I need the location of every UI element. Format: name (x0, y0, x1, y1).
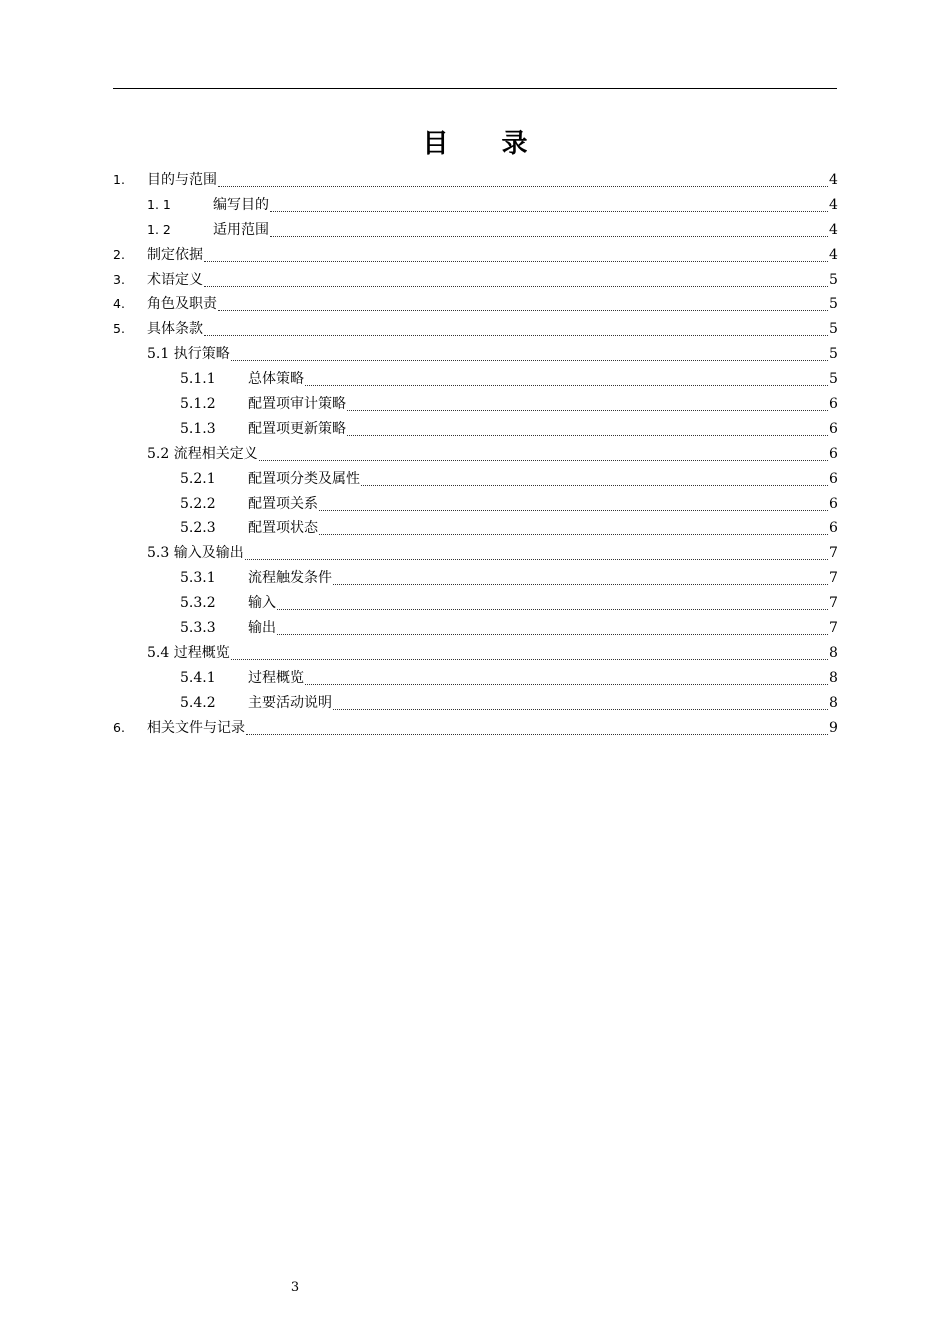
toc-entry-number: 4. (113, 296, 125, 312)
toc-entry-page: 6 (829, 495, 838, 512)
toc-entry-title: 配置项审计策略 (248, 396, 346, 413)
toc-entry-page: 6 (829, 396, 838, 413)
toc-entry-number: 3. (113, 271, 125, 287)
toc-entry-page: 5 (829, 321, 838, 338)
toc-entry-page: 6 (829, 420, 838, 437)
toc-entry-page: 4 (829, 196, 838, 213)
toc-entry-number: 5.2.3 (180, 520, 216, 537)
toc-dot-leader (204, 321, 828, 336)
toc-entry-title: 输出 (248, 620, 276, 637)
toc-entry[interactable] (113, 342, 837, 367)
toc-entry[interactable] (113, 218, 837, 243)
table-of-contents (113, 168, 837, 740)
toc-entry-number: 5.1.2 (180, 396, 216, 413)
toc-entry[interactable] (113, 591, 837, 616)
toc-dot-leader (305, 670, 828, 685)
toc-entry-title: 具体条款 (147, 321, 203, 338)
toc-entry-title: 目的与范围 (147, 172, 217, 188)
toc-entry-page: 6 (829, 520, 838, 537)
toc-dot-leader (277, 620, 828, 635)
toc-entry-number: 2. (113, 246, 125, 262)
toc-entry-page: 5 (829, 271, 838, 288)
toc-entry-page: 4 (829, 172, 838, 188)
toc-dot-leader (270, 222, 828, 237)
toc-dot-leader (277, 595, 828, 610)
toc-entry-number: 1. 2 (147, 221, 171, 237)
toc-entry-title: 总体策略 (248, 371, 304, 388)
toc-entry-number: 5.3.2 (180, 595, 216, 612)
toc-entry-page: 4 (829, 246, 838, 263)
header-rule (113, 88, 837, 89)
toc-entry-title: 适用范围 (213, 221, 269, 238)
toc-entry-page: 7 (829, 545, 838, 562)
toc-entry[interactable] (113, 442, 837, 467)
toc-entry-title: 配置项分类及属性 (248, 470, 360, 487)
toc-entry[interactable] (113, 716, 837, 741)
toc-entry-title: 角色及职责 (147, 296, 217, 313)
toc-entry-number: 1. 1 (147, 196, 171, 212)
toc-entry[interactable] (113, 392, 837, 417)
toc-entry[interactable] (113, 367, 837, 392)
toc-entry[interactable] (113, 616, 837, 641)
toc-dot-leader (259, 446, 828, 461)
toc-entry-title: 流程触发条件 (248, 570, 332, 587)
toc-entry[interactable] (113, 541, 837, 566)
toc-entry-page: 8 (829, 694, 838, 711)
toc-entry-title: 相关文件与记录 (147, 719, 245, 736)
toc-entry-number: 5.3.3 (180, 620, 216, 637)
toc-entry-number: 1. (113, 172, 125, 187)
toc-entry-page: 7 (829, 570, 838, 587)
toc-entry-page: 8 (829, 644, 838, 661)
toc-entry-number: 5.2.1 (180, 470, 216, 487)
toc-dot-leader (231, 645, 828, 660)
toc-dot-leader (204, 247, 828, 262)
toc-dot-leader (204, 272, 828, 287)
toc-entry[interactable] (113, 168, 837, 193)
toc-dot-leader (319, 496, 828, 511)
toc-entry-number: 5.2.2 (180, 495, 216, 512)
toc-dot-leader (305, 371, 828, 386)
toc-entry-title: 过程概览 (248, 669, 304, 686)
toc-entry-title: 术语定义 (147, 271, 203, 288)
toc-dot-leader (333, 570, 828, 585)
toc-entry[interactable] (113, 516, 837, 541)
toc-entry-number: 5.4.2 (180, 694, 216, 711)
page-number: 3 (290, 1280, 300, 1295)
toc-entry-page: 5 (829, 346, 838, 363)
toc-entry-title: 5.2 流程相关定义 (147, 445, 258, 462)
toc-entry-page: 8 (829, 669, 838, 686)
toc-title: 目 录 (422, 129, 550, 159)
toc-entry-number: 5. (113, 321, 125, 337)
toc-entry-title: 配置项状态 (248, 520, 318, 537)
toc-dot-leader (218, 172, 828, 187)
toc-entry-title: 编写目的 (213, 196, 269, 213)
toc-entry[interactable] (113, 691, 837, 716)
toc-dot-leader (361, 471, 828, 486)
toc-entry-number: 5.1.1 (180, 371, 216, 388)
toc-entry-title: 配置项更新策略 (248, 420, 346, 437)
toc-entry-title: 制定依据 (147, 246, 203, 263)
toc-dot-leader (245, 545, 828, 560)
toc-entry[interactable] (113, 292, 837, 317)
toc-entry-page: 6 (829, 470, 838, 487)
toc-entry-number: 5.1.3 (180, 420, 216, 437)
toc-entry-title: 5.1 执行策略 (147, 346, 230, 363)
toc-entry-title: 输入 (248, 595, 276, 612)
toc-dot-leader (347, 396, 828, 411)
toc-entry-page: 5 (829, 371, 838, 388)
toc-entry[interactable] (113, 417, 837, 442)
toc-entry[interactable] (113, 243, 837, 268)
toc-entry[interactable] (113, 317, 837, 342)
toc-entry-page: 5 (829, 296, 838, 313)
toc-dot-leader (319, 520, 828, 535)
toc-dot-leader (333, 695, 828, 710)
toc-entry[interactable] (113, 467, 837, 492)
toc-dot-leader (246, 720, 828, 735)
toc-entry-number: 5.3.1 (180, 570, 216, 587)
toc-entry[interactable] (113, 492, 837, 517)
toc-entry-title: 主要活动说明 (248, 694, 332, 711)
toc-entry-page: 9 (829, 719, 838, 736)
toc-dot-leader (231, 346, 828, 361)
toc-dot-leader (218, 296, 828, 311)
toc-entry-page: 4 (829, 221, 838, 238)
toc-entry-page: 6 (829, 445, 838, 462)
toc-entry-title: 配置项关系 (248, 495, 318, 512)
toc-entry[interactable] (113, 641, 837, 666)
toc-entry[interactable] (113, 268, 837, 293)
toc-entry-page: 7 (829, 595, 838, 612)
toc-entry[interactable] (113, 666, 837, 691)
toc-entry[interactable] (113, 566, 837, 591)
toc-dot-leader (270, 197, 828, 212)
toc-entry[interactable] (113, 193, 837, 218)
toc-entry-page: 7 (829, 620, 838, 637)
toc-entry-title: 5.3 输入及输出 (147, 545, 244, 562)
toc-dot-leader (347, 421, 828, 436)
toc-entry-title: 5.4 过程概览 (147, 644, 230, 661)
toc-entry-number: 5.4.1 (180, 669, 216, 686)
toc-entry-number: 6. (113, 719, 125, 735)
